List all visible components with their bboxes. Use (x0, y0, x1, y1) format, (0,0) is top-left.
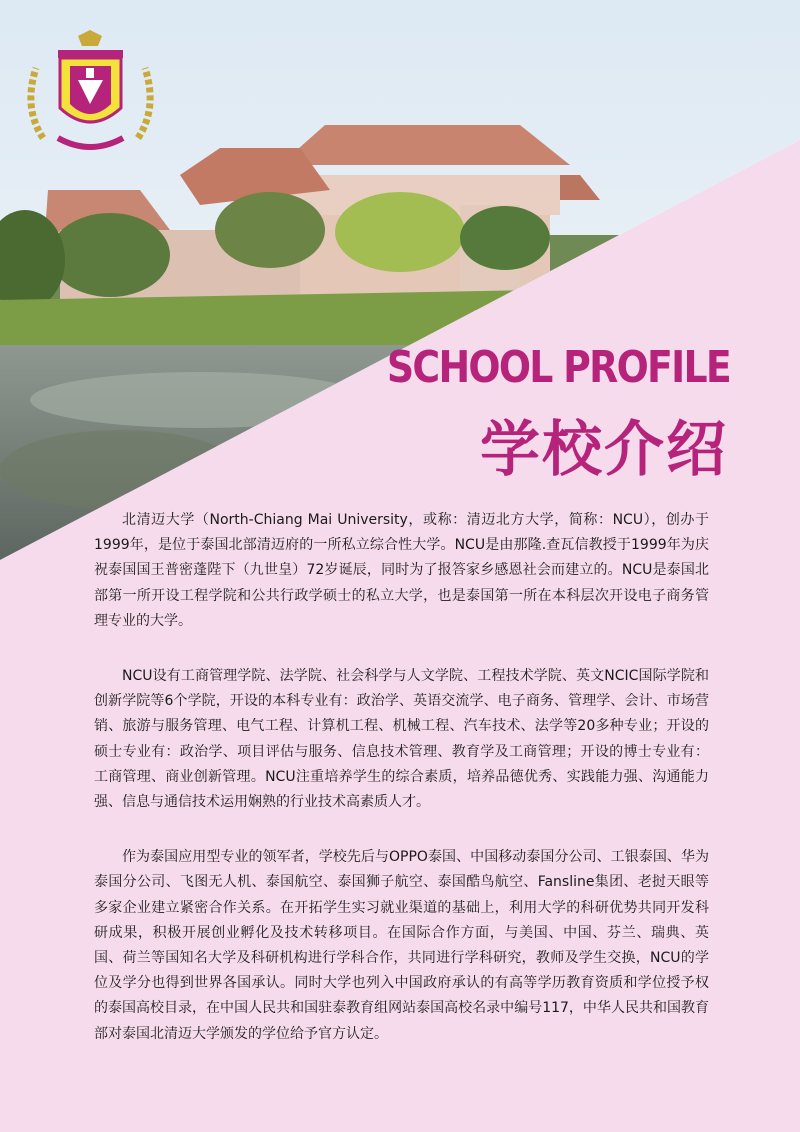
faculties-paragraph: NCU设有工商管理学院、法学院、社会科学与人文学院、工程技术学院、英文NCIC国际学院和创新学院等6个学院，开设的本科专业有：政治学、英语交流学、电子商务、管理学、会计、市场营销、旅游与服务管理、电气工程、计算机工程、机械工程、汽车技术、法学等20多种专业；开设的硕士专业有：政治学、项目评估与服务、信息技术管理、教育学及工商管理；开设的博士专业有：工商管理、商业创新管理。NCU注重培养学生的综合素质，培养品德优秀、实践能力强、沟通能力强、信息与通信技术运用娴熟的行业技术高素质人才。 (94, 668, 709, 811)
intro-paragraph: 北清迈大学（North-Chiang Mai University，或称：清迈北方大学，简称：NCU），创办于1999年，是位于泰国北部清迈府的一所私立综合性大学。NCU是由那隆.查瓦信教授于1999年为庆祝泰国国王普密蓬陛下（九世皇）72岁诞辰，同时为了报答家乡感恩社会而建立的。NCU是泰国北部第一所开设工程学院和公共行政学硕士的私立大学，也是泰国第一所在本科层次开设电子商务管理专业的大学。 (94, 512, 709, 629)
partnerships-paragraph: 作为泰国应用型专业的领军者，学校先后与OPPO泰国、中国移动泰国分公司、工银泰国、华为泰国分公司、飞图无人机、泰国航空、泰国狮子航空、泰国酷鸟航空、Fansline集团、老挝天眼等多家企业建立紧密合作关系。在开拓学生实习就业渠道的基础上，利用大学的科研优势共同开发科研成果，积极开展创业孵化及技术转移项目。在国际合作方面，与美国、中国、芬兰、瑞典、英国、荷兰等国知名大学及科研机构进行学科合作，共同进行学科研究，教师及学生交换，NCU的学位及学分也得到世界各国承认。同时大学也列入中国政府承认的有高等学历教育资质和学位授予权的泰国高校目录，在中国人民共和国驻泰教育组网站泰国高校名录中编号117，中华人民共和国教育部对泰国北清迈大学颁发的学位给予官方认定。 (94, 849, 709, 1042)
page-title-chinese: 学校介绍 (480, 415, 728, 485)
school-profile-body (94, 508, 709, 1077)
university-crest-icon (18, 28, 163, 168)
page-title-english: SCHOOL PROFILE (386, 342, 730, 393)
